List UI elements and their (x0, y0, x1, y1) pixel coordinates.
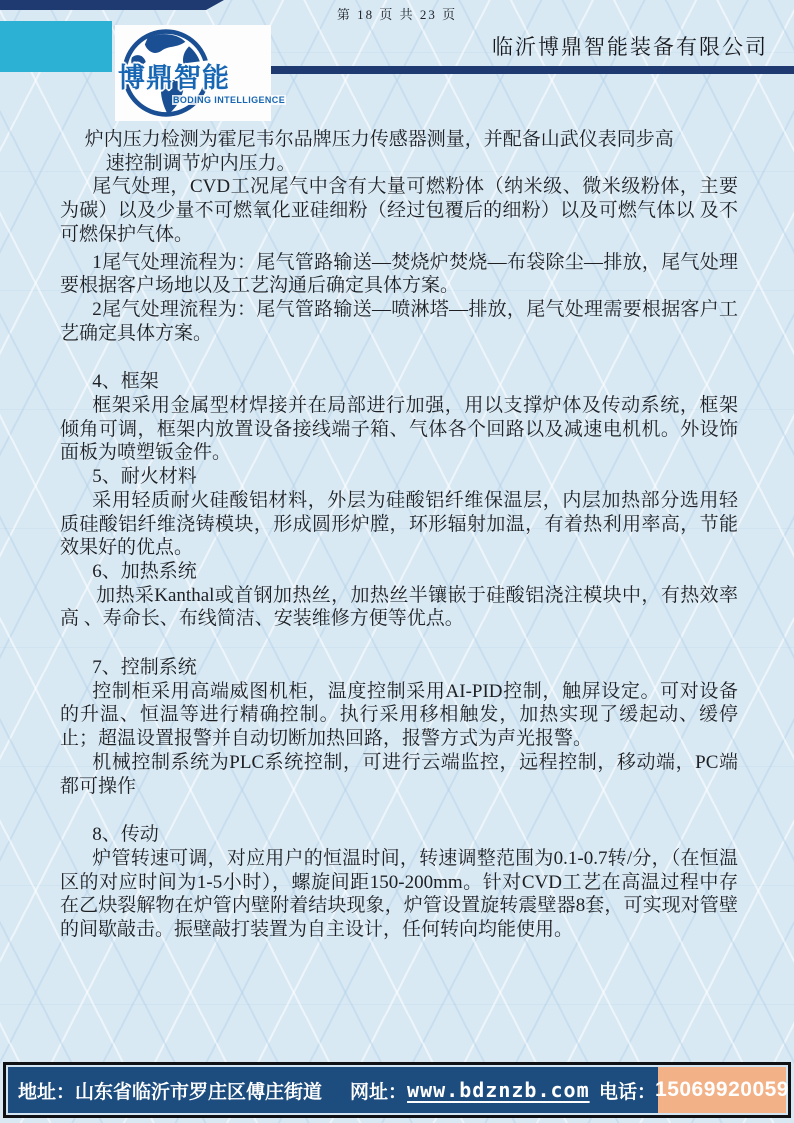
section-heading: 8、传动 (92, 824, 159, 846)
paragraph: 机械控制系统为PLC系统控制，可进行云端监控，远程控制，移动端，PC端都可操作 (60, 751, 738, 797)
logo-title: 博鼎智能 (118, 63, 230, 93)
paragraph: 炉内压力检测为霍尼韦尔品牌压力传感器测量，并配备山武仪表同步高 (84, 129, 674, 150)
address-value: 山东省临沂市罗庄区傅庄街道 (75, 1081, 323, 1103)
paragraph: 1尾气处理流程为：尾气管路输送—焚烧炉焚烧—布袋除尘—排放，尾气处理要根据客户场地以及工艺沟通后确定具体方案。 (60, 251, 738, 297)
logo-subtitle: BODING INTELLIGENCE (173, 95, 286, 105)
website-label: 网址： (350, 1081, 408, 1103)
footer-bar (3, 1062, 791, 1118)
footer-content (6, 1065, 788, 1115)
paragraph: 加热采Kanthal或首钢加热丝，加热丝半镶嵌于硅酸铝浇注模块中，有热效率高 、寿命长、布线简洁、安装维修方便等优点。 (60, 584, 738, 630)
section-heading: 6、加热系统 (92, 560, 197, 582)
paragraph: 框架采用金属型材焊接并在局部进行加强，用以支撑炉体及传动系统，框架倾角可调，框架内放置设备接线端子箱、气体各个回路以及减速电机机。外设饰面板为喷塑钣金件。 (60, 395, 738, 464)
page-number: 第 18 页 共 23 页 (336, 7, 458, 22)
website-link[interactable]: www.bdznzb.com (407, 1078, 590, 1102)
document-body (60, 128, 738, 942)
paragraph: 采用轻质耐火硅酸铝材料，外层为硅酸铝纤维保温层，内层加热部分选用轻质硅酸铝纤维浇铸模块，形成圆形炉膛，环形辐射加温，有着热利用率高，节能效果好的优点。 (60, 489, 738, 559)
address-label: 地址： (18, 1081, 76, 1103)
teal-accent-block (0, 21, 112, 72)
phone-group (599, 1077, 656, 1104)
paragraph: 控制柜采用高端威图机柜，温度控制采用AI-PID控制，触屏设定。可对设备的升温、恒温等进行精确控制。执行采用移相触发，加热实现了缓起动、缓停止；超温设置报警并自动切断加热回路，报警方式为声光报警。 (60, 680, 738, 750)
company-logo (115, 25, 286, 121)
header-rule (270, 66, 794, 74)
website-group (350, 1077, 590, 1104)
paragraph: 速控制调节炉内压力。 (105, 152, 296, 174)
paragraph: 2尾气处理流程为：尾气管路输送—喷淋塔—排放，尾气处理需要根据客户工艺确定具体方案。 (60, 298, 738, 344)
section-heading: 4、框架 (92, 371, 159, 393)
phone-badge (655, 1067, 789, 1113)
phone-value: 15069920059 (655, 1078, 789, 1101)
phone-label: 电话： (598, 1081, 656, 1103)
paragraph: 尾气处理，CVD工况尾气中含有大量可燃粉体（纳米级、微米级粉体，主要为碳）以及少量不可燃氧化亚硅细粉（经过包覆后的细粉）以及可燃气体以 及不可燃保护气体。 (60, 176, 738, 245)
address-group (18, 1077, 322, 1104)
company-name: 临沂博鼎智能装备有限公司 (492, 35, 768, 59)
paragraph: 炉管转速可调，对应用户的恒温时间，转速调整范围为0.1-0.7转/分，（在恒温区的对应时间为1-5小时），螺旋间距150-200mm。针对CVD工艺在高温过程中存在乙炔裂解物在炉管内壁附着结块现象，炉管设置旋转震壁器8套，可实现对管壁的间歇敲击。振壁敲打装置为自主设计，任何转向均能使用。 (60, 847, 738, 941)
section-heading: 7、控制系统 (92, 657, 197, 679)
section-heading: 5、耐火材料 (92, 466, 197, 488)
